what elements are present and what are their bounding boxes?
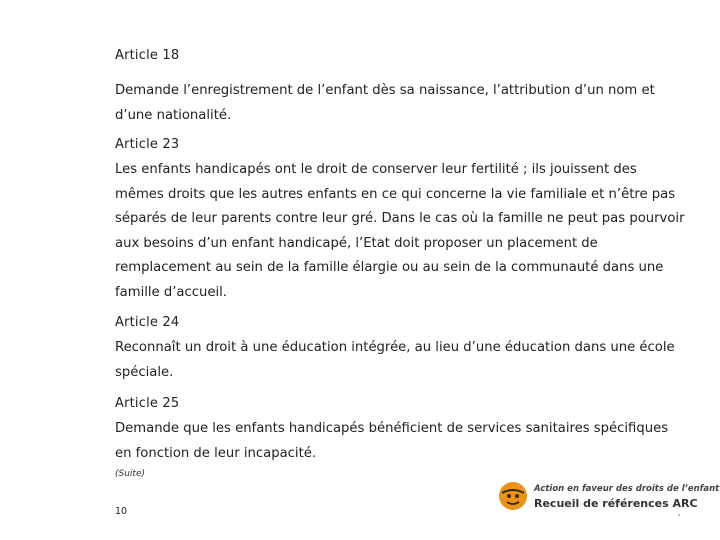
- article-24-text: Reconnaît un droit à une éducation intégrée, au lieu d’une éducation dans une école spéciale.: [115, 340, 675, 380]
- logo-title: Recueil de références ARC: [534, 497, 698, 510]
- article-25-title: Article 25: [115, 396, 180, 411]
- suite-label: (Suite): [115, 469, 146, 479]
- article-25-text: Demande que les enfants handicapés bénéficient de services sanitaires spécifiques en fonction de leur incapacité.: [115, 421, 669, 461]
- arc-logo-icon: [498, 481, 528, 511]
- page-number: 10: [115, 506, 128, 517]
- article-18-text: Demande l’enregistrement de l’enfant dès sa naissance, l’attribution d’un nom et d’une nationalité.: [115, 83, 655, 123]
- corner-mark: [678, 514, 680, 516]
- article-18-title: Article 18: [115, 48, 180, 63]
- logo-tagline: Action en faveur des droits de l’enfant: [534, 484, 720, 494]
- article-23-text: Les enfants handicapés ont le droit de conserver leur fertilité ; ils jouissent des mêmes droits que les autres enfants en ce qui concerne la vie familiale et n’être pas séparés de leur parents contre leur gré. Dans le cas où la famille ne peut pas pourvoir aux besoins d’un enfant handicapé, l’Etat doit proposer un placement de remplacement au sein de la famille élargie ou au sein de la communauté dans une famille d’accueil.: [115, 162, 685, 300]
- article-23-title: Article 23: [115, 137, 180, 152]
- article-24-title: Article 24: [115, 315, 180, 330]
- arc-logo: [498, 481, 720, 517]
